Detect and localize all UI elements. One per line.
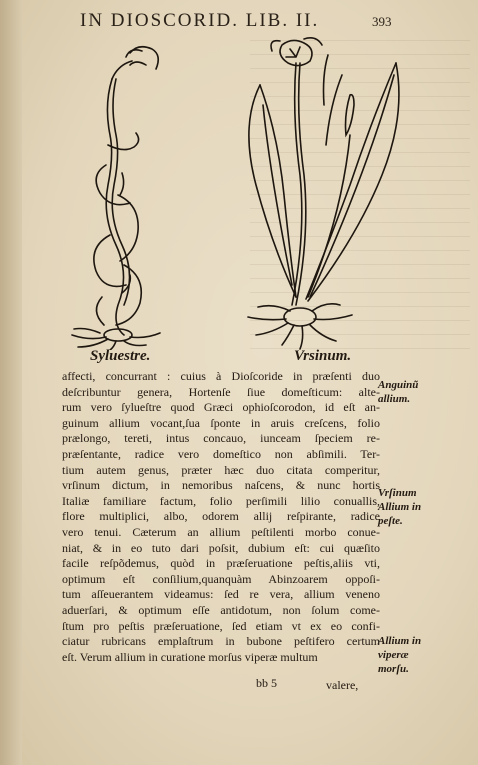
text-line: Italiæ familiare factum, folio perſimili lilio conuallis, [62, 493, 380, 508]
woodcut-illustration [60, 35, 420, 350]
text-line: deſcribuntur genera, Hortenſe ſiue domeſticum: alte- [62, 384, 380, 399]
binding-gutter [0, 0, 22, 765]
bear-garlic-caption: Vrsinum. [294, 348, 352, 364]
margin-note-line: morſu. [378, 663, 409, 675]
text-line: vero tenui. Cæterum an allium peſtilenti morbo conue- [62, 524, 380, 539]
text-line: facile reſpõdemus, quòd in præſeruatione peſtis,aliis vti, [62, 556, 380, 571]
margin-note-line: Anguinũ [378, 379, 419, 391]
catchword: valere, [326, 678, 359, 692]
margin-note [378, 634, 474, 676]
text-line: ciatur rubricans emplaſtrum in bubone peſtifero certum [62, 634, 380, 649]
running-head: IN DIOSCORID. LIB. II. [80, 10, 320, 31]
margin-note-line: peſte. [378, 515, 403, 527]
margin-note-line: Vrſinum [378, 487, 417, 499]
text-line: affecti, concurrant : cuius à Dioſcoride in præſenti duo [62, 369, 380, 383]
text-line: flore multiplici, albo, odorem allij reſpirante, radice [62, 509, 380, 524]
margin-note-line: allium. [378, 393, 411, 405]
bear-garlic-drawing [248, 38, 399, 349]
text-line: prælongo, tereti, intus concauo, iunceam ſpeciem re- [62, 431, 380, 446]
wild-garlic-drawing [72, 47, 160, 350]
text-line: guinum allium vocant,ſua ſponte in aruis creſcens, folio [62, 415, 380, 430]
margin-note-line: Allium in [378, 501, 422, 513]
text-line: optimum eſt conſilium,quanquàm Abinzoarem oppoſi- [62, 571, 380, 586]
page-footer [60, 674, 380, 694]
signature-mark: bb 5 [256, 676, 277, 690]
margin-note-line: Allium in [378, 635, 422, 647]
body-text [62, 369, 380, 665]
text-line: aduerſari, & optimum eſſe antidotum, non ſolum come- [62, 602, 380, 617]
page-header [60, 8, 460, 32]
text-line: præſentante, radice vero domeſtico non abſimili. Ter- [62, 446, 380, 461]
text-line: tum aſſeuerantem videamus: ſed re vera, allium veneno [62, 587, 380, 602]
text-line: ſtum pro peſtis præſeruatione, ſed etiam vt ex eo confi- [62, 618, 380, 633]
text-line: tium autem genus, præter hæc duo citata comperitur, [62, 462, 380, 477]
margin-note [378, 378, 474, 406]
margin-note [378, 486, 474, 528]
page-number: 393 [372, 14, 392, 29]
text-line: vrſinum dictum, in nemoribus naſcens, & nunc hortis [62, 478, 380, 493]
text-line: eſt. Verum allium in curatione morſus viperæ multum [62, 649, 318, 664]
wild-garlic-caption: Syluestre. [90, 348, 151, 364]
text-line: rum vero ſylueſtre quod Græci ophioſcorodon, id eſt an- [62, 400, 380, 415]
margin-note-line: viperæ [378, 649, 409, 661]
text-line: niat, & in eo tuto dari poſsit, dubium eſt: cui quæſito [62, 540, 380, 555]
